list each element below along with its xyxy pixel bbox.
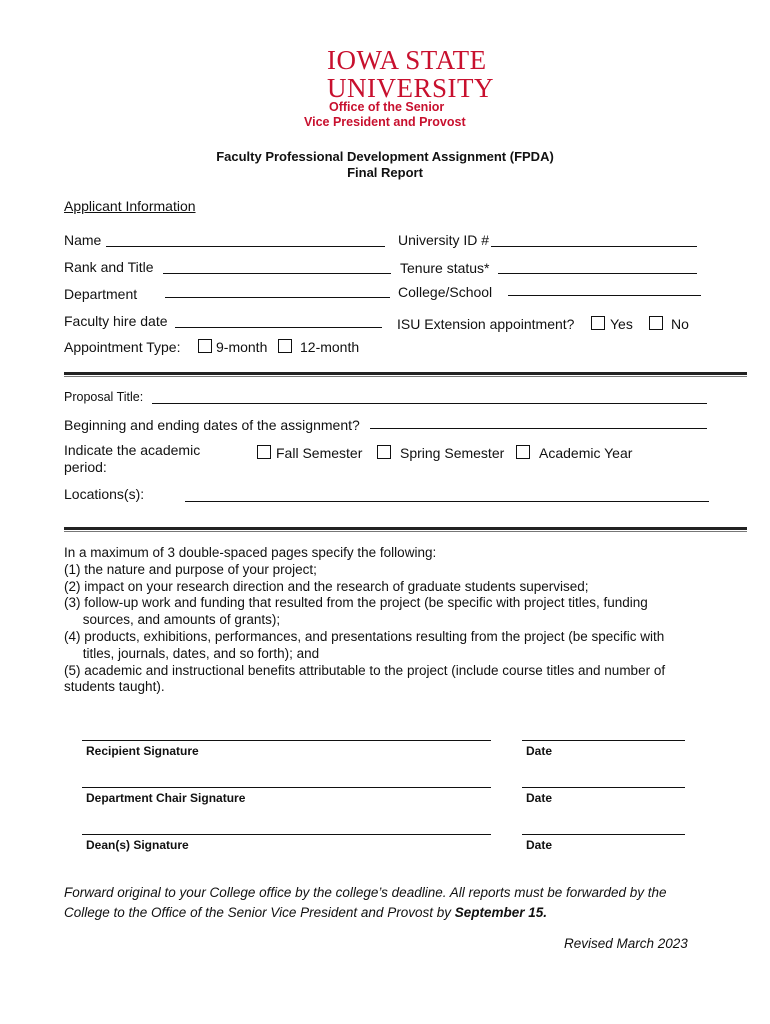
form-title: Faculty Professional Development Assignment (FPDA) — [216, 149, 554, 164]
extension-no-label: No — [671, 316, 689, 332]
applicant-heading: Applicant Information — [64, 198, 196, 214]
form-subtitle: Final Report — [347, 165, 423, 180]
period-label-1: Indicate the academic — [64, 442, 201, 458]
dean-date-field[interactable] — [522, 834, 685, 835]
proposal-title-field[interactable] — [152, 403, 707, 404]
footer-note — [64, 883, 714, 923]
chair-date-label: Date — [526, 791, 553, 805]
fall-semester-checkbox[interactable] — [257, 445, 271, 459]
extension-yes-checkbox[interactable] — [591, 316, 605, 330]
hire-date-field[interactable] — [175, 327, 382, 328]
section-divider-2 — [64, 527, 747, 530]
section-divider-2-shadow — [64, 531, 747, 532]
instruction-line: titles, journals, dates, and so forth); and — [64, 645, 320, 661]
chair-signature-field[interactable] — [82, 787, 491, 788]
proposal-title-label: Proposal Title: — [64, 390, 144, 404]
period-label-2: period: — [64, 459, 107, 475]
department-field[interactable] — [165, 297, 390, 298]
nine-month-label: 9-month — [216, 339, 268, 355]
recipient-signature-field[interactable] — [82, 740, 491, 741]
instruction-line: (2) impact on your research direction and the research of graduate students supervised; — [64, 578, 589, 594]
extension-no-checkbox[interactable] — [649, 316, 663, 330]
footer-line-2 — [64, 903, 714, 923]
instruction-line: (1) the nature and purpose of your project; — [64, 561, 317, 577]
dean-date-label: Date — [526, 838, 553, 852]
twelve-month-label: 12-month — [300, 339, 360, 355]
extension-yes-label: Yes — [610, 316, 633, 332]
dates-field[interactable] — [370, 428, 707, 429]
nine-month-checkbox[interactable] — [198, 339, 212, 353]
hire-date-label: Faculty hire date — [64, 313, 168, 329]
tenure-field[interactable] — [498, 273, 697, 274]
instruction-line: In a maximum of 3 double-spaced pages specify the following: — [64, 545, 437, 560]
instruction-line: students taught). — [64, 679, 165, 695]
appointment-label: Appointment Type: — [64, 339, 181, 355]
recipient-date-label: Date — [526, 744, 553, 758]
university-id-field[interactable] — [491, 246, 697, 247]
department-label: Department — [64, 286, 138, 302]
university-id-label: University ID # — [398, 232, 490, 248]
locations-label: Locations(s): — [64, 486, 145, 502]
name-label: Name — [64, 232, 102, 248]
section-divider-1-shadow — [64, 376, 747, 377]
spring-semester-checkbox[interactable] — [377, 445, 391, 459]
university-logo — [327, 47, 494, 102]
footer-line-2-text: College to the Office of the Senior Vice President and Provost by — [64, 905, 455, 920]
logo-line-2: UNIVERSITY — [327, 73, 494, 103]
academic-year-label: Academic Year — [539, 445, 633, 461]
tenure-label: Tenure status* — [400, 260, 490, 276]
instruction-line: (3) follow-up work and funding that resulted from the project (be specific with project titles, funding — [64, 595, 648, 611]
recipient-signature-label: Recipient Signature — [86, 744, 199, 758]
instruction-line: (5) academic and instructional benefits attributable to the project (include course titles and number of — [64, 662, 666, 678]
fall-semester-label: Fall Semester — [276, 445, 363, 461]
instruction-line: sources, and amounts of grants); — [64, 612, 281, 628]
dean-signature-label: Dean(s) Signature — [86, 838, 189, 852]
recipient-date-field[interactable] — [522, 740, 685, 741]
name-field[interactable] — [106, 246, 385, 247]
section-divider-1 — [64, 372, 747, 375]
locations-field[interactable] — [185, 501, 709, 502]
rank-field[interactable] — [163, 273, 391, 274]
academic-year-checkbox[interactable] — [516, 445, 530, 459]
college-field[interactable] — [508, 295, 701, 296]
dean-signature-field[interactable] — [82, 834, 491, 835]
college-label: College/School — [398, 284, 493, 300]
office-name-line-2: Vice President and Provost — [304, 115, 466, 129]
office-name-line-1: Office of the Senior — [329, 100, 445, 114]
rank-label: Rank and Title — [64, 259, 154, 275]
revision-date: Revised March 2023 — [564, 936, 688, 951]
extension-label: ISU Extension appointment? — [397, 316, 575, 332]
chair-date-field[interactable] — [522, 787, 685, 788]
footer-line-1: Forward original to your College office by the college’s deadline. All reports must be forwarded by the — [64, 885, 667, 900]
dates-label: Beginning and ending dates of the assignment? — [64, 417, 360, 433]
spring-semester-label: Spring Semester — [400, 445, 505, 461]
instruction-line: (4) products, exhibitions, performances, and presentations resulting from the project (be specific with — [64, 628, 665, 644]
instructions-block — [64, 545, 724, 696]
chair-signature-label: Department Chair Signature — [86, 791, 246, 805]
twelve-month-checkbox[interactable] — [278, 339, 292, 353]
footer-deadline: September 15. — [454, 905, 548, 920]
logo-line-1: IOWA STATE — [327, 45, 487, 75]
